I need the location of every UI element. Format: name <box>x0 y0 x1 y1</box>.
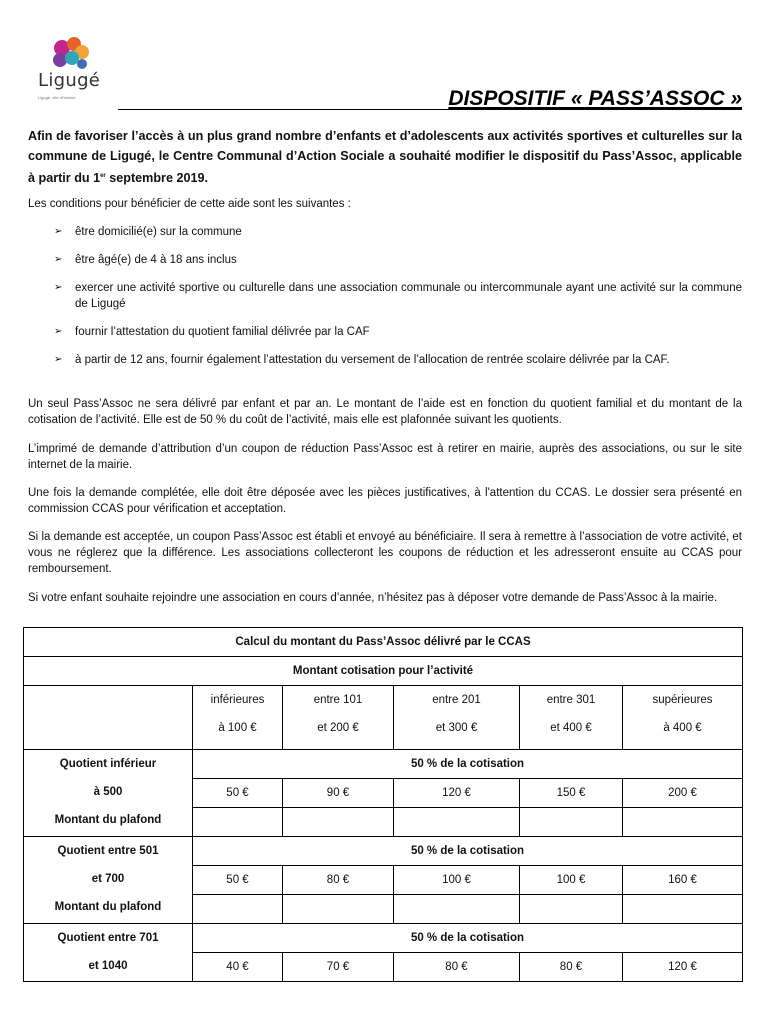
table-cell: 150 € <box>520 779 623 808</box>
quotient-label: Quotient entre 501 et 700 Montant du plafond <box>24 837 193 924</box>
table-row <box>24 924 743 953</box>
conditions-list <box>54 224 742 380</box>
logo-tagline: Ligugé, cité d'histoire <box>38 95 76 100</box>
table-cell: 100 € <box>520 866 623 895</box>
table-cell: 160 € <box>623 866 743 895</box>
table-cell: 120 € <box>623 953 743 982</box>
column-header: supérieures à 400 € <box>623 686 743 750</box>
table-cell: 200 € <box>623 779 743 808</box>
table-cell: 90 € <box>283 779 394 808</box>
table-cell: 100 € <box>394 866 520 895</box>
empty-header-cell <box>24 686 193 750</box>
paragraph-mid-year: Si votre enfant souhaite rejoindre une association en cours d’année, n’hésitez pas à déposer votre demande de Pass’Assoc à la mairie. <box>28 592 718 604</box>
conditions-intro: Les conditions pour bénéficier de cette aide sont les suivantes : <box>28 198 351 210</box>
list-item: ➢ être âgé(e) de 4 à 18 ans inclus <box>54 254 237 266</box>
list-item: ➢ exercer une activité sportive ou culturelle dans une association communale ou intercommunale ayant une activité sur la commune de Ligugé <box>54 282 742 310</box>
table-title: Calcul du montant du Pass’Assoc délivré par le CCAS <box>24 628 743 657</box>
column-header: entre 101 et 200 € <box>283 686 394 750</box>
paragraph-coupon: Si la demande est acceptée, un coupon Pass’Assoc est établi et envoyé au bénéficiaire. Il sera à remettre à l’association de votre activité, et vous ne réglerez que la différence. Les associations collecteront les coupons de réduction et les adresseront ensuite au CCAS pour remboursement. <box>28 531 742 575</box>
column-header: inférieures à 100 € <box>193 686 283 750</box>
table-row <box>24 750 743 779</box>
column-header: entre 201 et 300 € <box>394 686 520 750</box>
table-cell: 120 € <box>394 779 520 808</box>
column-header-row <box>24 686 743 750</box>
percentage-label: 50 % de la cotisation <box>193 750 743 779</box>
quotient-label: Quotient inférieur à 500 Montant du plafond <box>24 750 193 837</box>
table-cell: 40 € <box>193 953 283 982</box>
arrow-bullet-icon: ➢ <box>54 354 63 365</box>
list-item: ➢ fournir l’attestation du quotient familial délivrée par la CAF <box>54 326 370 338</box>
table-cell: 50 € <box>193 866 283 895</box>
list-item: ➢ à partir de 12 ans, fournir également l’attestation du versement de l’allocation de rentrée scolaire délivrée par la CAF. <box>54 354 670 366</box>
paragraph-single-pass: Un seul Pass’Assoc ne sera délivré par enfant et par an. Le montant de l’aide est en fonction du quotient familial et du montant de la cotisation de l’activité. Elle est de 50 % du coût de l’activité, mais elle est plafonnée suivant les quotients. <box>28 398 742 426</box>
column-header: entre 301 et 400 € <box>520 686 623 750</box>
calculation-table <box>23 627 743 982</box>
document-title: DISPOSITIF « PASS’ASSOC » <box>448 87 742 110</box>
arrow-bullet-icon: ➢ <box>54 282 63 293</box>
table-cell: 50 € <box>193 779 283 808</box>
table-row <box>24 837 743 866</box>
table-cell: 80 € <box>283 866 394 895</box>
paragraph-form: L’imprimé de demande d’attribution d’un coupon de réduction Pass’Assoc est à retirer en mairie, auprès des associations, ou sur le site internet de la mairie. <box>28 443 742 471</box>
quotient-label: Quotient entre 701 et 1040 <box>24 924 193 982</box>
table-cell: 70 € <box>283 953 394 982</box>
table-subtitle: Montant cotisation pour l’activité <box>24 657 743 686</box>
intro-paragraph: Afin de favoriser l’accès à un plus grand nombre d’enfants et d’adolescents aux activités sportives et culturelles sur la commune de Ligugé, le Centre Communal d’Action Sociale a souhaité modifier le dispositif du Pass’Assoc, applicable à partir du 1er septembre 2019. <box>28 129 742 186</box>
arrow-bullet-icon: ➢ <box>54 254 63 265</box>
logo-text: Ligugé <box>38 70 101 91</box>
list-item: ➢ être domicilié(e) sur la commune <box>54 226 242 238</box>
table-cell: 80 € <box>394 953 520 982</box>
arrow-bullet-icon: ➢ <box>54 226 63 237</box>
arrow-bullet-icon: ➢ <box>54 326 63 337</box>
percentage-label: 50 % de la cotisation <box>193 924 743 953</box>
table-cell: 80 € <box>520 953 623 982</box>
percentage-label: 50 % de la cotisation <box>193 837 743 866</box>
paragraph-submission: Une fois la demande complétée, elle doit être déposée avec les pièces justificatives, à l'attention du CCAS. Le dossier sera présenté en commission CCAS pour vérification et acceptation. <box>28 487 742 515</box>
